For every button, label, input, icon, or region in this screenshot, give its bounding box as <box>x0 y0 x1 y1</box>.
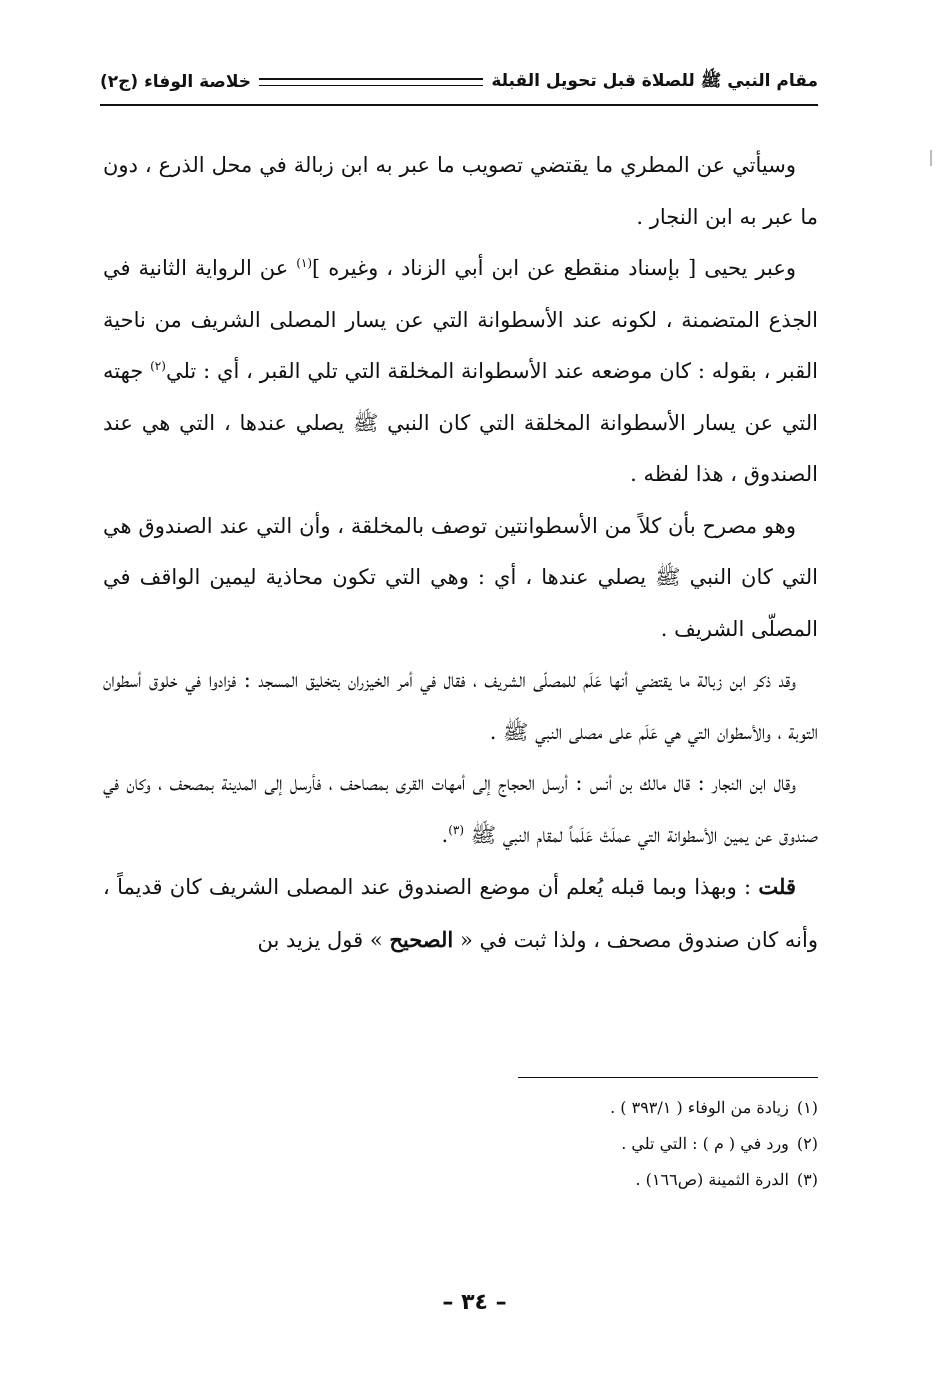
footnote-ref-1[interactable]: (١) <box>296 256 313 270</box>
footnote-3-number: (٣) <box>796 1170 818 1189</box>
main-text <box>103 140 818 966</box>
paragraph-5 <box>103 758 818 861</box>
footnote-1-number: (١) <box>796 1098 818 1117</box>
paragraph-5-text-before: وقال ابن النجار : قال مالك بن أنس : أرسل الحجاج إلى أمهات القرى بمصاحف ، فأرسل إلى المدينة بمصحف ، وكان في صندوق عن يمين الأسطوانة التي عملَتْ عَلَماً لمقام النبي ﷺ <box>103 771 818 847</box>
footnote-1 <box>218 1090 818 1126</box>
footnote-2 <box>218 1126 818 1162</box>
paragraph-1-text: وسيأتي عن المطري ما يقتضي تصويب ما عبر به ابن زبالة في محل الذرع ، دون ما عبر به ابن النجار . <box>103 153 818 229</box>
header-divider <box>100 104 818 106</box>
paragraph-6-bold-word: الصحيح <box>389 926 454 952</box>
paragraph-3-text: وهو مصرح بأن كلاً من الأسطوانتين توصف بالمخلقة ، وأن التي عند الصندوق هي التي كان النبي ﷺ يصلي عندها ، أي : وهي التي تكون محاذية ليمين الواقف في المصلّى الشريف . <box>103 513 818 641</box>
paragraph-3 <box>103 501 818 656</box>
paragraph-2-text-middle: عن الرواية الثانية في الجذع المتضمنة ، لكونه عند الأسطوانة التي عن يسار المصلى الشريف من ناحية القبر ، بقوله : كان موضعه عند الأسطوانة المخلقة التي تلي القبر ، أي : تلي <box>103 256 818 383</box>
scan-artifact <box>930 150 932 166</box>
footnote-2-number: (٢) <box>796 1134 818 1153</box>
paragraph-2-text-after: جهته التي عن يسار الأسطوانة المخلقة التي كان النبي ﷺ يصلي عندها ، التي هي عند الصندوق ، هذا لفظه . <box>103 359 818 486</box>
paragraph-6-text-before: : وبهذا وبما قبله يُعلم أن موضع الصندوق عند المصلى الشريف كان قديماً ، وأنه كان صندوق مصحف ، ولذا ثبت في « <box>103 875 818 952</box>
paragraph-6 <box>103 861 818 966</box>
footnote-2-text: ورد في ( م ) : التي تلي . <box>621 1134 789 1153</box>
paragraph-2-text-before: وعبر يحيى [ بإسناد منقطع عن ابن أبي الزناد ، وغيره ] <box>312 256 796 280</box>
chapter-title: مقام النبي ﷺ للصلاة قبل تحويل القبلة <box>491 70 818 91</box>
footnote-3-text: الدرة الثمينة (ص١٦٦) . <box>635 1170 789 1189</box>
footnote-ref-2[interactable]: (٢) <box>150 359 166 373</box>
paragraph-4 <box>103 655 818 758</box>
running-header <box>100 62 818 102</box>
header-ornament-rule <box>259 78 483 86</box>
footnote-divider <box>518 1077 818 1078</box>
footnote-ref-3[interactable]: (٣) <box>448 822 465 837</box>
paragraph-1 <box>103 140 818 243</box>
paragraph-2 <box>103 243 818 501</box>
paragraph-4-text: وقد ذكر ابن زبالة ما يقتضي أنها عَلَم للمصلّى الشريف ، فقال في أمر الخيزران بتخليق المسجد : فزادوا في خلوق أسطوان التوبة ، والأسطوان التي هي عَلَم على مصلى النبي ﷺ . <box>103 668 818 744</box>
paragraph-6-lead: قلت <box>758 874 796 899</box>
paragraph-5-text-after: . <box>441 822 449 847</box>
page-number: – ٣٤ – <box>442 1290 507 1315</box>
paragraph-6-text-after: » قول يزيد بن <box>257 927 390 952</box>
footnotes <box>218 1090 818 1198</box>
book-title: خلاصة الوفاء (ج٢) <box>100 72 252 92</box>
footnote-1-text: زيادة من الوفاء ( ٣٩٣/١ ) . <box>610 1098 789 1117</box>
footnote-3 <box>218 1162 818 1198</box>
